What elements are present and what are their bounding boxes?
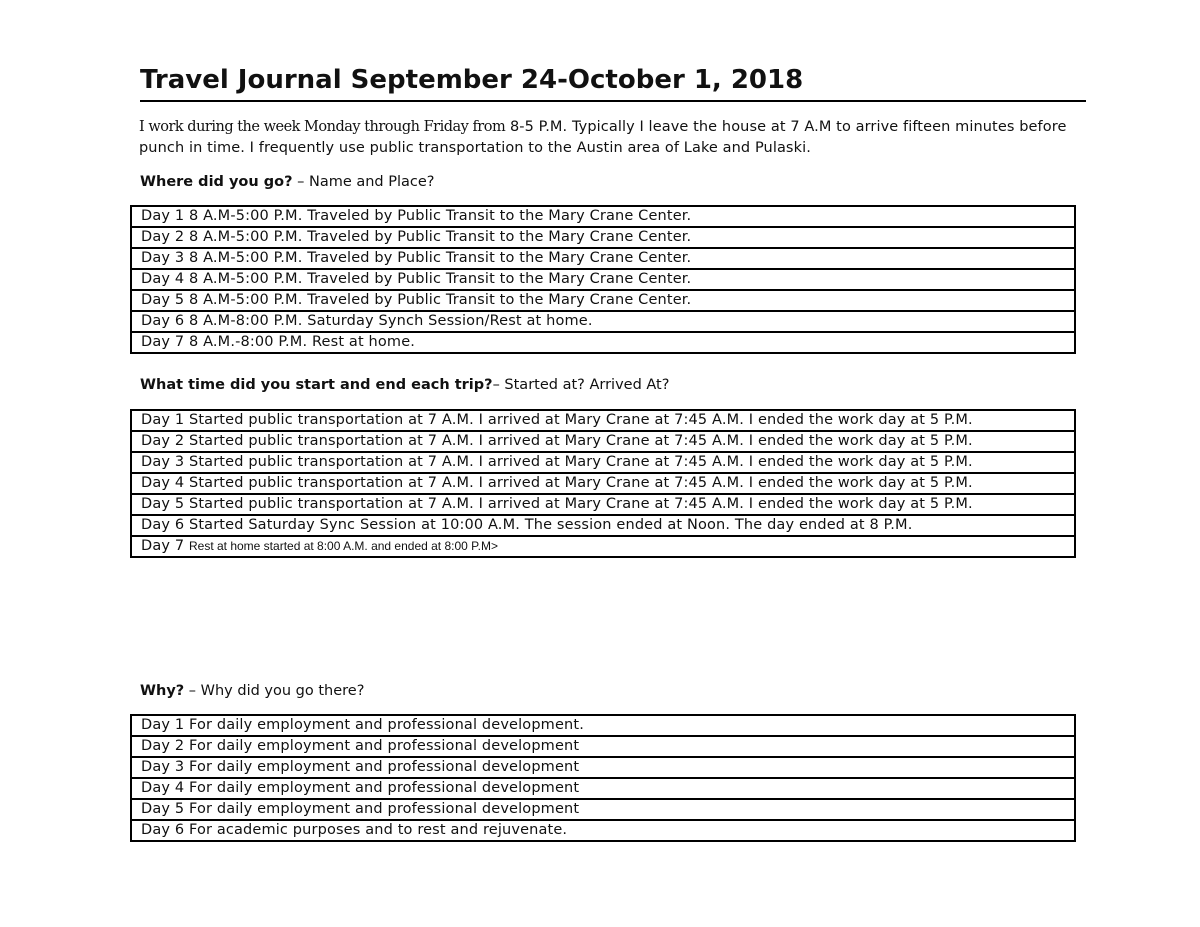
time-cell-day-7 bbox=[131, 536, 1075, 557]
time-cell-day-3: Day 3 Started public transportation at 7 A.M. I arrived at Mary Crane at 7:45 A.M. I ended the work day at 5 P.M. bbox=[131, 452, 1075, 473]
question-where-hint: – Name and Place? bbox=[292, 174, 435, 190]
time-day-7-label: Day 7 bbox=[141, 538, 189, 554]
table-row bbox=[131, 206, 1075, 227]
table-row bbox=[131, 715, 1075, 736]
table-row bbox=[131, 515, 1075, 536]
table-row bbox=[131, 736, 1075, 757]
table-row bbox=[131, 820, 1075, 841]
where-cell-day-6: Day 6 8 A.M-8:00 P.M. Saturday Synch Session/Rest at home. bbox=[131, 311, 1075, 332]
where-cell-day-4: Day 4 8 A.M-5:00 P.M. Traveled by Public Transit to the Mary Crane Center. bbox=[131, 269, 1075, 290]
table-row bbox=[131, 248, 1075, 269]
where-cell-day-2: Day 2 8 A.M-5:00 P.M. Traveled by Public Transit to the Mary Crane Center. bbox=[131, 227, 1075, 248]
where-cell-day-7: Day 7 8 A.M.-8:00 P.M. Rest at home. bbox=[131, 332, 1075, 353]
question-where-label: Where did you go? bbox=[140, 174, 293, 190]
why-cell-day-1: Day 1 For daily employment and professional development. bbox=[131, 715, 1075, 736]
table-row bbox=[131, 410, 1075, 431]
where-cell-day-1: Day 1 8 A.M-5:00 P.M. Traveled by Public Transit to the Mary Crane Center. bbox=[131, 206, 1075, 227]
table-row bbox=[131, 757, 1075, 778]
why-cell-day-5: Day 5 For daily employment and professional development bbox=[131, 799, 1075, 820]
table-row bbox=[131, 778, 1075, 799]
intro-serif-text: I work during the week Monday through Friday from bbox=[139, 119, 506, 135]
table-row bbox=[131, 452, 1075, 473]
table-row bbox=[131, 311, 1075, 332]
why-cell-day-4: Day 4 For daily employment and professional development bbox=[131, 778, 1075, 799]
time-cell-day-5: Day 5 Started public transportation at 7 A.M. I arrived at Mary Crane at 7:45 A.M. I ended the work day at 5 P.M. bbox=[131, 494, 1075, 515]
question-time bbox=[140, 375, 669, 395]
table-row bbox=[131, 332, 1075, 353]
why-cell-day-2: Day 2 For daily employment and professional development bbox=[131, 736, 1075, 757]
table-row bbox=[131, 799, 1075, 820]
question-why-label: Why? bbox=[140, 683, 185, 699]
where-table bbox=[130, 205, 1076, 354]
time-cell-day-6: Day 6 Started Saturday Sync Session at 10:00 A.M. The session ended at Noon. The day ended at 8 P.M. bbox=[131, 515, 1075, 536]
table-row bbox=[131, 431, 1075, 452]
table-row bbox=[131, 290, 1075, 311]
table-row bbox=[131, 269, 1075, 290]
time-day-7-text: Rest at home started at 8:00 A.M. and ended at 8:00 P.M> bbox=[188, 539, 498, 553]
time-cell-day-1: Day 1 Started public transportation at 7 A.M. I arrived at Mary Crane at 7:45 A.M. I ended the work day at 5 P.M. bbox=[131, 410, 1075, 431]
time-table bbox=[130, 409, 1076, 558]
table-row bbox=[131, 227, 1075, 248]
question-time-label: What time did you start and end each trip? bbox=[140, 377, 493, 393]
table-row bbox=[131, 494, 1075, 515]
question-why-hint: – Why did you go there? bbox=[184, 683, 365, 699]
time-cell-day-2: Day 2 Started public transportation at 7 A.M. I arrived at Mary Crane at 7:45 A.M. I ended the work day at 5 P.M. bbox=[131, 431, 1075, 452]
where-cell-day-5: Day 5 8 A.M-5:00 P.M. Traveled by Public Transit to the Mary Crane Center. bbox=[131, 290, 1075, 311]
table-row bbox=[131, 473, 1075, 494]
page-title: Travel Journal September 24-October 1, 2018 bbox=[140, 62, 1086, 102]
why-cell-day-3: Day 3 For daily employment and professional development bbox=[131, 757, 1075, 778]
table-row bbox=[131, 536, 1075, 557]
time-cell-day-4: Day 4 Started public transportation at 7 A.M. I arrived at Mary Crane at 7:45 A.M. I ended the work day at 5 P.M. bbox=[131, 473, 1075, 494]
question-time-hint: – Started at? Arrived At? bbox=[492, 377, 670, 393]
intro-paragraph bbox=[139, 117, 1079, 159]
question-where bbox=[140, 172, 435, 192]
why-table bbox=[130, 714, 1076, 842]
intro-text: 8-5 P.M. Typically I leave the house at 7 A.M to arrive fifteen minutes before punch in time. I frequently use public transportation to the Austin area of Lake and Pulaski. bbox=[139, 119, 1067, 156]
question-why bbox=[140, 681, 364, 701]
where-cell-day-3: Day 3 8 A.M-5:00 P.M. Traveled by Public Transit to the Mary Crane Center. bbox=[131, 248, 1075, 269]
why-cell-day-6: Day 6 For academic purposes and to rest and rejuvenate. bbox=[131, 820, 1075, 841]
